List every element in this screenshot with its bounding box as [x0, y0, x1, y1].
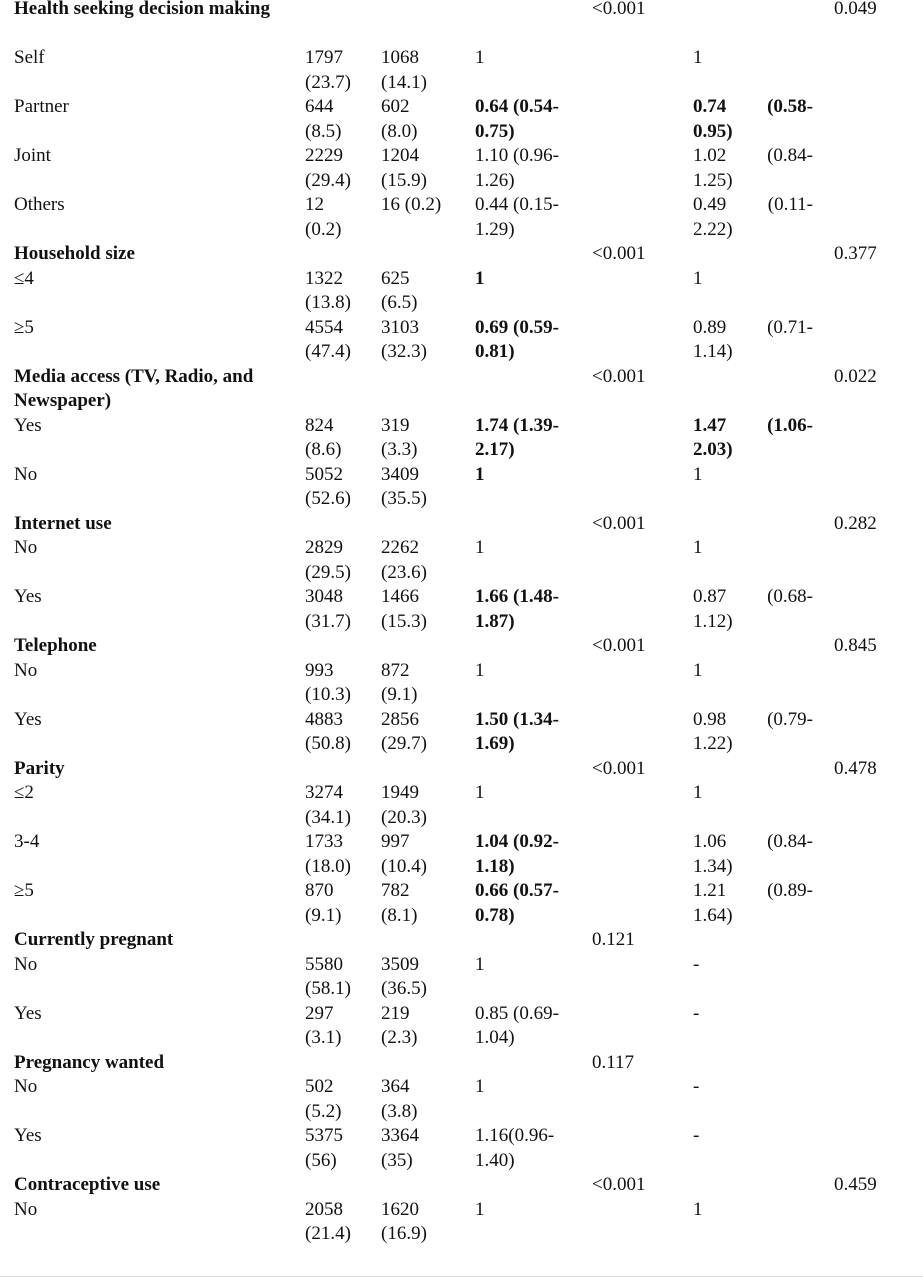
adjusted-p-value: 0.478 — [834, 757, 877, 779]
crude-odds-ratio: 1 — [475, 1076, 485, 1097]
crude-p-value: <0.001 — [592, 512, 646, 534]
section-label: Pregnancy wanted — [14, 1051, 165, 1073]
adjusted-odds-ratio: 1 — [693, 267, 703, 289]
count-yes: 602 (8.0) — [381, 96, 418, 142]
adjusted-odds-ratio: 0.49 (0.11- 2.22) — [693, 194, 813, 240]
count-yes: 2262 (23.6) — [381, 537, 427, 583]
adjusted-odds-ratio: 1 — [693, 47, 703, 68]
count-no: 2058 (21.4) — [305, 1198, 351, 1244]
count-no: 4883 (50.8) — [305, 708, 351, 754]
crude-odds-ratio: 1 — [475, 47, 485, 68]
count-no: 502 (5.2) — [305, 1076, 342, 1122]
crude-p-value: <0.001 — [592, 0, 646, 19]
adjusted-odds-ratio: 0.98 (0.79- 1.22) — [693, 708, 813, 754]
count-yes: 1466 (15.3) — [381, 586, 427, 632]
count-no: 5052 (52.6) — [305, 463, 351, 509]
adjusted-p-value: 0.377 — [834, 243, 877, 264]
adjusted-odds-ratio: 1 — [693, 537, 703, 558]
count-yes: 3509 (36.5) — [381, 953, 427, 999]
count-no: 5375 (56) — [305, 1125, 343, 1171]
count-yes: 3409 (35.5) — [381, 463, 427, 509]
crude-odds-ratio: 1 — [475, 1198, 485, 1220]
count-yes: 219 (2.3) — [381, 1002, 418, 1048]
crude-odds-ratio: 0.64 (0.54- 0.75) — [475, 96, 559, 142]
crude-odds-ratio: 0.44 (0.15- 1.29) — [475, 194, 559, 240]
count-yes: 1620 (16.9) — [381, 1198, 427, 1244]
category-label: Yes — [14, 586, 42, 607]
crude-odds-ratio: 1 — [475, 463, 485, 485]
count-no: 1733 (18.0) — [305, 831, 351, 877]
category-label: No — [14, 1198, 38, 1220]
count-yes: 625 (6.5) — [381, 267, 418, 313]
count-yes: 319 (3.3) — [381, 414, 418, 460]
adjusted-odds-ratio: 1 — [693, 463, 703, 485]
section-label: Health seeking decision making — [14, 0, 270, 19]
count-yes: 997 (10.4) — [381, 831, 427, 877]
count-yes: 3364 (35) — [381, 1125, 419, 1171]
category-label: No — [14, 463, 38, 485]
count-no: 5580 (58.1) — [305, 953, 351, 999]
adjusted-p-value: 0.845 — [834, 635, 877, 656]
category-label: Joint — [14, 145, 51, 166]
adjusted-p-value: 0.022 — [834, 365, 877, 387]
count-no: 1797 (23.7) — [305, 47, 351, 93]
adjusted-odds-ratio: 1.02 (0.84- 1.25) — [693, 145, 813, 191]
adjusted-odds-ratio: - — [693, 1125, 700, 1146]
crude-odds-ratio: 1.50 (1.34- 1.69) — [475, 708, 559, 754]
count-no: 993 (10.3) — [305, 659, 351, 705]
crude-p-value: 0.117 — [592, 1051, 635, 1073]
adjusted-odds-ratio: 0.74 (0.58- 0.95) — [693, 96, 813, 142]
count-no: 3048 (31.7) — [305, 586, 351, 632]
section-label: Parity — [14, 757, 65, 779]
crude-odds-ratio: 1 — [475, 782, 485, 803]
crude-p-value: <0.001 — [592, 365, 646, 387]
count-no: 3274 (34.1) — [305, 782, 351, 828]
count-yes: 782 (8.1) — [381, 880, 418, 926]
category-label: ≥5 — [14, 316, 34, 338]
adjusted-odds-ratio: 1 — [693, 659, 703, 681]
section-label: Contraceptive use — [14, 1174, 161, 1195]
section-label: Telephone — [14, 635, 97, 656]
count-no: 1322 (13.8) — [305, 267, 351, 313]
crude-odds-ratio: 1 — [475, 537, 485, 558]
adjusted-odds-ratio: 1.21 (0.89- 1.64) — [693, 880, 813, 926]
crude-odds-ratio: 1 — [475, 953, 485, 975]
category-label: Yes — [14, 1002, 42, 1024]
count-yes: 1204 (15.9) — [381, 145, 427, 191]
adjusted-odds-ratio: - — [693, 953, 700, 975]
category-label: Yes — [14, 708, 42, 730]
page-divider — [0, 1276, 923, 1277]
count-no: 870 (9.1) — [305, 880, 342, 926]
count-yes: 3103 (32.3) — [381, 316, 427, 362]
count-yes: 16 (0.2) — [381, 194, 442, 215]
category-label: No — [14, 1076, 38, 1097]
adjusted-odds-ratio: 1.47 (1.06- 2.03) — [693, 414, 813, 460]
adjusted-odds-ratio: 0.87 (0.68- 1.12) — [693, 586, 813, 632]
adjusted-odds-ratio: - — [693, 1002, 700, 1024]
category-label: Others — [14, 194, 65, 215]
category-label: No — [14, 537, 38, 558]
crude-odds-ratio: 1.74 (1.39- 2.17) — [475, 414, 559, 460]
category-label: Self — [14, 47, 45, 68]
category-label: ≤4 — [14, 267, 34, 289]
crude-odds-ratio: 1 — [475, 659, 485, 681]
adjusted-odds-ratio: 1 — [693, 1198, 703, 1220]
crude-odds-ratio: 0.66 (0.57- 0.78) — [475, 880, 559, 926]
crude-p-value: <0.001 — [592, 1174, 646, 1195]
category-label: ≤2 — [14, 782, 34, 803]
adjusted-p-value: 0.459 — [834, 1174, 877, 1195]
adjusted-odds-ratio: 1.06 (0.84- 1.34) — [693, 831, 813, 877]
count-yes: 2856 (29.7) — [381, 708, 427, 754]
crude-p-value: <0.001 — [592, 635, 646, 656]
count-no: 12 (0.2) — [305, 194, 342, 240]
category-label: Yes — [14, 414, 42, 436]
adjusted-odds-ratio: 1 — [693, 782, 703, 803]
crude-odds-ratio: 1.04 (0.92- 1.18) — [475, 831, 559, 877]
category-label: No — [14, 659, 38, 681]
count-yes: 364 (3.8) — [381, 1076, 418, 1122]
section-label: Internet use — [14, 512, 112, 534]
crude-odds-ratio: 1.66 (1.48- 1.87) — [475, 586, 559, 632]
crude-p-value: <0.001 — [592, 757, 646, 779]
section-label: Currently pregnant — [14, 929, 174, 950]
crude-p-value: <0.001 — [592, 243, 646, 264]
crude-odds-ratio: 1.16(0.96- 1.40) — [475, 1125, 555, 1171]
count-no: 644 (8.5) — [305, 96, 342, 142]
count-no: 297 (3.1) — [305, 1002, 342, 1048]
count-yes: 1068 (14.1) — [381, 47, 427, 93]
adjusted-p-value: 0.282 — [834, 512, 877, 534]
count-no: 824 (8.6) — [305, 414, 342, 460]
adjusted-p-value: 0.049 — [834, 0, 877, 19]
section-label: Media access (TV, Radio, and Newspaper) — [14, 365, 254, 411]
crude-odds-ratio: 1 — [475, 267, 485, 289]
count-yes: 872 (9.1) — [381, 659, 418, 705]
crude-p-value: 0.121 — [592, 929, 635, 950]
crude-odds-ratio: 0.85 (0.69- 1.04) — [475, 1002, 559, 1048]
category-label: No — [14, 953, 38, 975]
count-yes: 1949 (20.3) — [381, 782, 427, 828]
category-label: ≥5 — [14, 880, 34, 901]
count-no: 2829 (29.5) — [305, 537, 351, 583]
count-no: 2229 (29.4) — [305, 145, 351, 191]
category-label: 3-4 — [14, 831, 40, 852]
section-label: Household size — [14, 243, 135, 264]
crude-odds-ratio: 0.69 (0.59- 0.81) — [475, 316, 559, 362]
crude-odds-ratio: 1.10 (0.96- 1.26) — [475, 145, 559, 191]
category-label: Yes — [14, 1125, 42, 1146]
adjusted-odds-ratio: 0.89 (0.71- 1.14) — [693, 316, 813, 362]
category-label: Partner — [14, 96, 69, 117]
adjusted-odds-ratio: - — [693, 1076, 700, 1097]
count-no: 4554 (47.4) — [305, 316, 351, 362]
